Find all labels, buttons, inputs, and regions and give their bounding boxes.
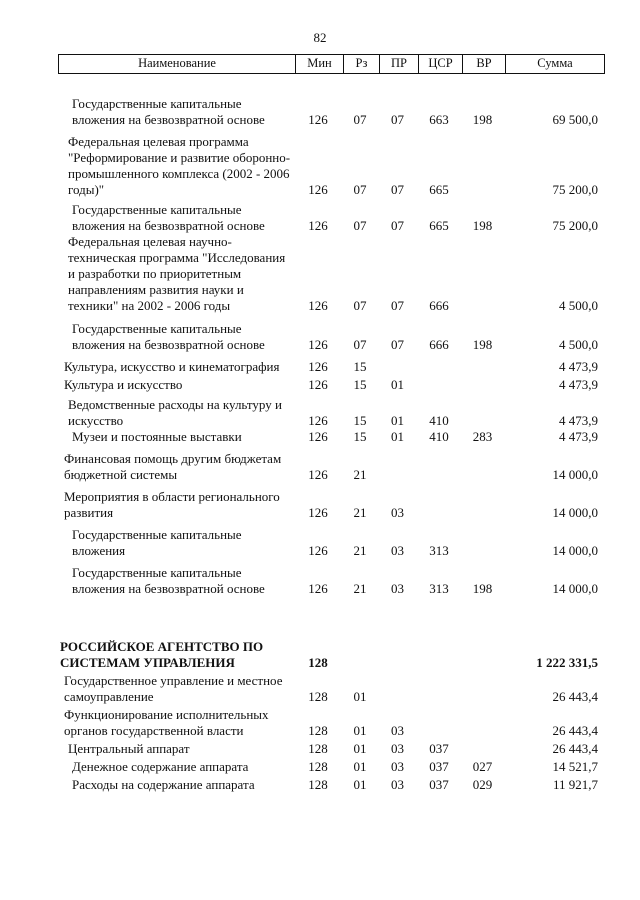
row-sum: 4 500,0: [559, 298, 598, 313]
row-rz: 07: [353, 182, 367, 197]
row-csr: 665: [429, 182, 449, 197]
row-pr: 07: [391, 337, 404, 352]
row-csr: 037: [429, 759, 449, 774]
row-vr: 198: [472, 112, 493, 127]
header-sum: Сумма: [505, 55, 604, 73]
row-pr: 03: [391, 723, 404, 738]
table-row: [58, 377, 603, 393]
header-min: Мин: [295, 55, 343, 73]
row-sum: 14 000,0: [552, 581, 598, 596]
row-name: Культура, искусство и кинематография: [64, 359, 280, 374]
row-rz: 21: [353, 505, 367, 520]
table-row: [58, 777, 603, 793]
header-rz: Рз: [343, 55, 379, 73]
table-row: [58, 565, 603, 597]
row-pr: 03: [391, 777, 404, 792]
row-name: Функционирование исполнительных органов государственной власти: [64, 707, 269, 738]
table-row: [58, 234, 603, 314]
row-rz: 21: [353, 543, 367, 558]
row-min: 126: [308, 505, 328, 520]
row-name: Государственные капитальные вложения на безвозвратной основе: [72, 565, 265, 596]
row-sum: 14 000,0: [552, 467, 598, 482]
row-vr: 198: [472, 218, 493, 233]
row-pr: 03: [391, 581, 404, 596]
row-rz: 21: [353, 467, 367, 482]
row-name: Федеральная целевая научно-техническая программа "Исследования и разработки по приоритетным направлениям развития науки и техники" на 2002 - 2006 годы: [68, 234, 286, 313]
row-sum: 14 000,0: [552, 505, 598, 520]
row-rz: 07: [353, 218, 367, 233]
row-rz: 21: [353, 581, 367, 596]
row-name: Мероприятия в области регионального развития: [64, 489, 280, 520]
row-sum: 26 443,4: [552, 741, 598, 756]
table-row: [58, 202, 603, 234]
row-csr: 666: [429, 337, 449, 352]
row-name: Денежное содержание аппарата: [72, 759, 249, 774]
row-name: Федеральная целевая программа "Реформирование и развитие оборонно-промышленного комплекса (2002 - 2006 годы)": [68, 134, 291, 197]
row-csr: 665: [429, 218, 449, 233]
row-pr: 03: [391, 543, 404, 558]
header-vr: ВР: [462, 55, 505, 73]
row-sum: 11 921,7: [552, 777, 598, 792]
row-name: РОССИЙСКОЕ АГЕНТСТВО ПО СИСТЕМАМ УПРАВЛЕНИЯ: [60, 639, 264, 670]
row-pr: 01: [391, 429, 404, 444]
row-sum: 4 500,0: [559, 337, 598, 352]
row-sum: 14 000,0: [552, 543, 598, 558]
row-name: Государственные капитальные вложения на безвозвратной основе: [72, 321, 265, 352]
row-pr: 03: [391, 505, 404, 520]
row-min: 126: [308, 112, 328, 127]
row-rz: 01: [353, 741, 367, 756]
row-sum: 75 200,0: [552, 218, 598, 233]
row-sum: 26 443,4: [552, 723, 598, 738]
row-name: Финансовая помощь другим бюджетам бюджетной системы: [64, 451, 282, 482]
row-csr: 037: [429, 777, 449, 792]
row-min: 128: [308, 777, 328, 792]
row-sum: 4 473,9: [559, 377, 598, 392]
row-name: Расходы на содержание аппарата: [72, 777, 255, 792]
row-csr: 666: [429, 298, 449, 313]
row-rz: 01: [353, 777, 367, 792]
row-min: 128: [308, 655, 328, 670]
row-min: 128: [308, 723, 328, 738]
row-csr: 037: [429, 741, 449, 756]
row-rz: 01: [353, 759, 367, 774]
row-min: 128: [308, 759, 328, 774]
row-min: 128: [308, 689, 328, 704]
row-pr: 07: [391, 112, 404, 127]
table-row: [58, 741, 603, 757]
row-csr: 663: [429, 112, 449, 127]
header-name: Наименование: [138, 56, 216, 70]
table-row-section: [58, 639, 603, 671]
row-min: 126: [308, 377, 328, 392]
row-rz: 15: [353, 429, 367, 444]
row-min: 126: [308, 467, 328, 482]
table-row: [58, 397, 603, 429]
row-csr: 410: [429, 413, 449, 428]
row-name: Государственные капитальные вложения на безвозвратной основе: [72, 96, 265, 127]
table-body: [58, 96, 603, 793]
row-rz: 07: [353, 112, 367, 127]
row-csr: 313: [429, 581, 449, 596]
row-sum: 26 443,4: [552, 689, 598, 704]
row-vr: 027: [472, 759, 493, 774]
table-row: [58, 707, 603, 739]
row-pr: 07: [391, 298, 404, 313]
row-rz: 15: [353, 413, 367, 428]
row-min: 128: [308, 741, 328, 756]
page-number: 82: [313, 30, 327, 45]
row-min: 126: [308, 359, 328, 374]
row-sum: 4 473,9: [559, 413, 598, 428]
row-sum: 4 473,9: [559, 429, 598, 444]
row-name: Музеи и постоянные выставки: [72, 429, 242, 444]
row-vr: 198: [472, 337, 493, 352]
row-rz: 15: [353, 377, 367, 392]
row-name: Ведомственные расходы на культуру и искусство: [68, 397, 282, 428]
row-sum: 4 473,9: [559, 359, 598, 374]
row-vr: 283: [472, 429, 493, 444]
row-pr: 07: [391, 182, 404, 197]
row-name: Центральный аппарат: [68, 741, 190, 756]
row-rz: 07: [353, 298, 367, 313]
table-row: [58, 359, 603, 375]
row-min: 126: [308, 413, 328, 428]
header-pr: ПР: [379, 55, 418, 73]
row-rz: 15: [353, 359, 367, 374]
row-sum: 14 521,7: [552, 759, 598, 774]
row-name: Государственные капитальные вложения: [72, 527, 242, 558]
row-pr: 01: [391, 413, 404, 428]
row-name: Культура и искусство: [64, 377, 183, 392]
table-row: [58, 429, 603, 445]
row-csr: 313: [429, 543, 449, 558]
table-row: [58, 451, 603, 483]
row-min: 126: [308, 543, 328, 558]
header-csr: ЦСР: [418, 55, 462, 73]
row-pr: 07: [391, 218, 404, 233]
row-name: Государственное управление и местное самоуправление: [64, 673, 283, 704]
row-vr: 198: [472, 581, 493, 596]
table-row: [58, 96, 603, 128]
row-sum: 69 500,0: [552, 112, 598, 127]
row-min: 126: [308, 298, 328, 313]
table-header: [58, 54, 605, 74]
row-min: 126: [308, 429, 328, 444]
table-row: [58, 759, 603, 775]
row-vr: 029: [472, 777, 493, 792]
row-rz: 07: [353, 337, 367, 352]
row-min: 126: [308, 337, 328, 352]
row-pr: 03: [391, 741, 404, 756]
table-row: [58, 673, 603, 705]
row-rz: 01: [353, 723, 367, 738]
table-row: [58, 321, 603, 353]
row-csr: 410: [429, 429, 449, 444]
row-min: 126: [308, 182, 328, 197]
row-pr: 03: [391, 759, 404, 774]
row-min: 126: [308, 218, 328, 233]
row-pr: 01: [391, 377, 404, 392]
row-name: Государственные капитальные вложения на безвозвратной основе: [72, 202, 265, 233]
row-sum: 1 222 331,5: [536, 655, 598, 670]
row-min: 126: [308, 581, 328, 596]
table-row: [58, 134, 603, 198]
row-rz: 01: [353, 689, 367, 704]
row-sum: 75 200,0: [552, 182, 598, 197]
table-row: [58, 489, 603, 521]
table-row: [58, 527, 603, 559]
